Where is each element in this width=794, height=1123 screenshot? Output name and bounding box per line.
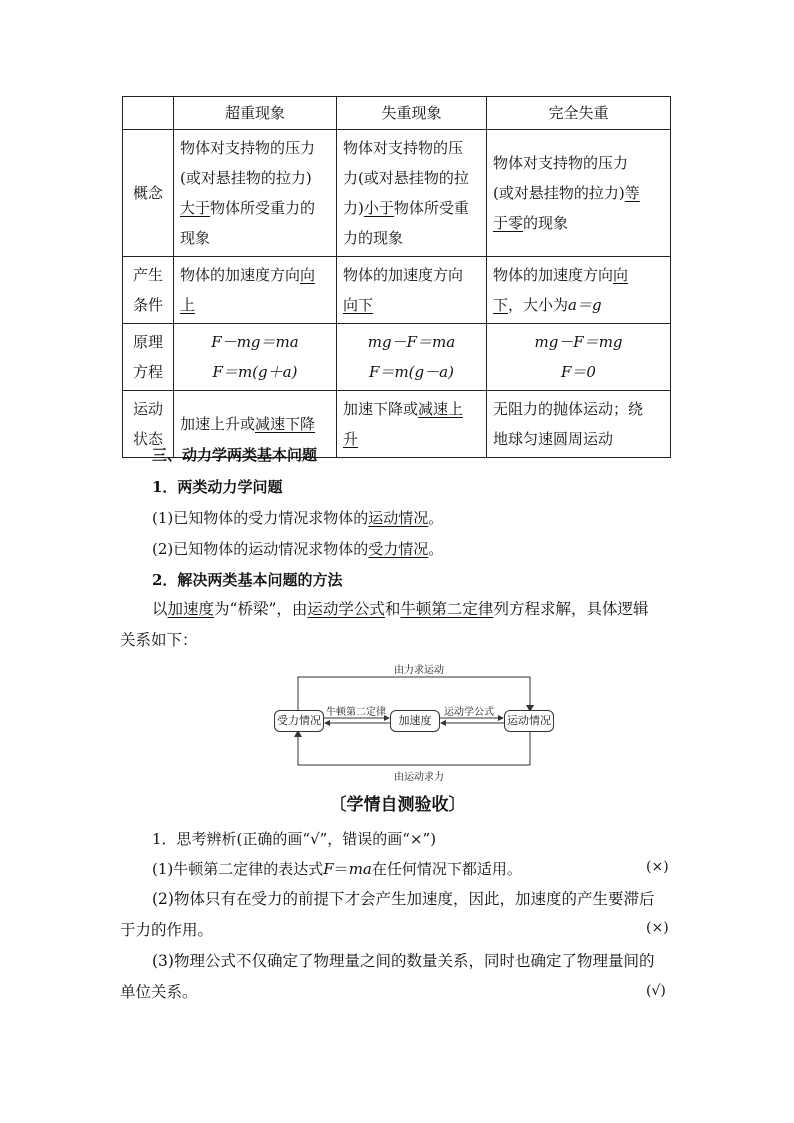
question-item: (1)牛顿第二定律的表达式F＝ma在任何情况下都适用。 bbox=[152, 860, 522, 878]
question-title: 1．思考辨析(正确的画“√”，错误的画“×”) bbox=[152, 830, 437, 848]
question-item: (2)物体只有在受力的前提下才会产生加速度，因此，加速度的产生要滞后 于力的作用。 bbox=[120, 890, 655, 939]
table-cell: 物体对支持物的压力 (或对悬挂物的拉力) 大于物体所受重力的 现象 bbox=[174, 130, 337, 257]
table-header-underweight: 失重现象 bbox=[337, 97, 487, 130]
table-cell: 物体对支持物的压 力(或对悬挂物的拉 力)小于物体所受重 力的现象 bbox=[337, 130, 487, 257]
list-item: (1)已知物体的受力情况求物体的运动情况。 bbox=[152, 509, 444, 527]
subsection-heading: 1．两类动力学问题 bbox=[152, 478, 283, 496]
table-cell: 加速下降或减速上 升 bbox=[337, 391, 487, 458]
table-row bbox=[123, 257, 671, 324]
table-row bbox=[123, 324, 671, 391]
table-cell: 物体的加速度方向向 下，大小为a＝g bbox=[487, 257, 671, 324]
table-cell: mg－F＝ma F＝m(g－a) bbox=[337, 324, 487, 391]
section-heading: 三、动力学两类基本问题 bbox=[152, 446, 318, 464]
list-item: (2)已知物体的运动情况求物体的受力情况。 bbox=[152, 540, 444, 558]
row-label-condition: 产生 条件 bbox=[123, 257, 174, 324]
table-row bbox=[123, 130, 671, 257]
row-label-motion: 运动 状态 bbox=[123, 391, 174, 458]
subsection-heading: 2．解决两类基本问题的方法 bbox=[152, 571, 343, 589]
node-motion: 运动情况 bbox=[504, 710, 554, 732]
row-label-equation: 原理 方程 bbox=[123, 324, 174, 391]
weightlessness-comparison-table bbox=[122, 96, 671, 458]
table-header-overweight: 超重现象 bbox=[174, 97, 337, 130]
diagram-bottom-label: 由运动求力 bbox=[394, 772, 444, 783]
table-cell: 物体的加速度方向向 上 bbox=[174, 257, 337, 324]
logic-diagram bbox=[270, 655, 560, 785]
row-label-concept: 概念 bbox=[123, 130, 174, 257]
table-header-row bbox=[123, 97, 671, 130]
section-banner: 〔学情自测验收〕 bbox=[329, 795, 466, 815]
table-cell: 物体的加速度方向 向下 bbox=[337, 257, 487, 324]
table-cell: mg－F＝mg F＝0 bbox=[487, 324, 671, 391]
table-cell: 加速上升或减速下降 bbox=[174, 391, 337, 458]
node-force: 受力情况 bbox=[274, 710, 324, 732]
table-header-empty bbox=[123, 97, 174, 130]
table-cell: 物体对支持物的压力 (或对悬挂物的拉力)等 于零的现象 bbox=[487, 130, 671, 257]
node-acceleration: 加速度 bbox=[390, 710, 440, 732]
answer-mark: (√) bbox=[646, 983, 666, 999]
diagram-left-label: 牛顿第二定律 bbox=[326, 707, 386, 718]
table-cell: F－mg＝ma F＝m(g＋a) bbox=[174, 324, 337, 391]
diagram-right-label: 运动学公式 bbox=[444, 707, 494, 718]
diagram-top-label: 由力求运动 bbox=[394, 665, 444, 676]
question-item: (3)物理公式不仅确定了物理量之间的数量关系，同时也确定了物理量间的 单位关系。 bbox=[120, 952, 655, 1001]
answer-mark: (×) bbox=[646, 859, 669, 875]
table-cell: 无阻力的抛体运动；绕 地球匀速圆周运动 bbox=[487, 391, 671, 458]
table-header-complete-weightless: 完全失重 bbox=[487, 97, 671, 130]
answer-mark: (×) bbox=[646, 920, 669, 936]
method-paragraph: 以加速度为“桥梁”，由运动学公式和牛顿第二定律列方程求解，具体逻辑 关系如下： bbox=[120, 600, 649, 649]
